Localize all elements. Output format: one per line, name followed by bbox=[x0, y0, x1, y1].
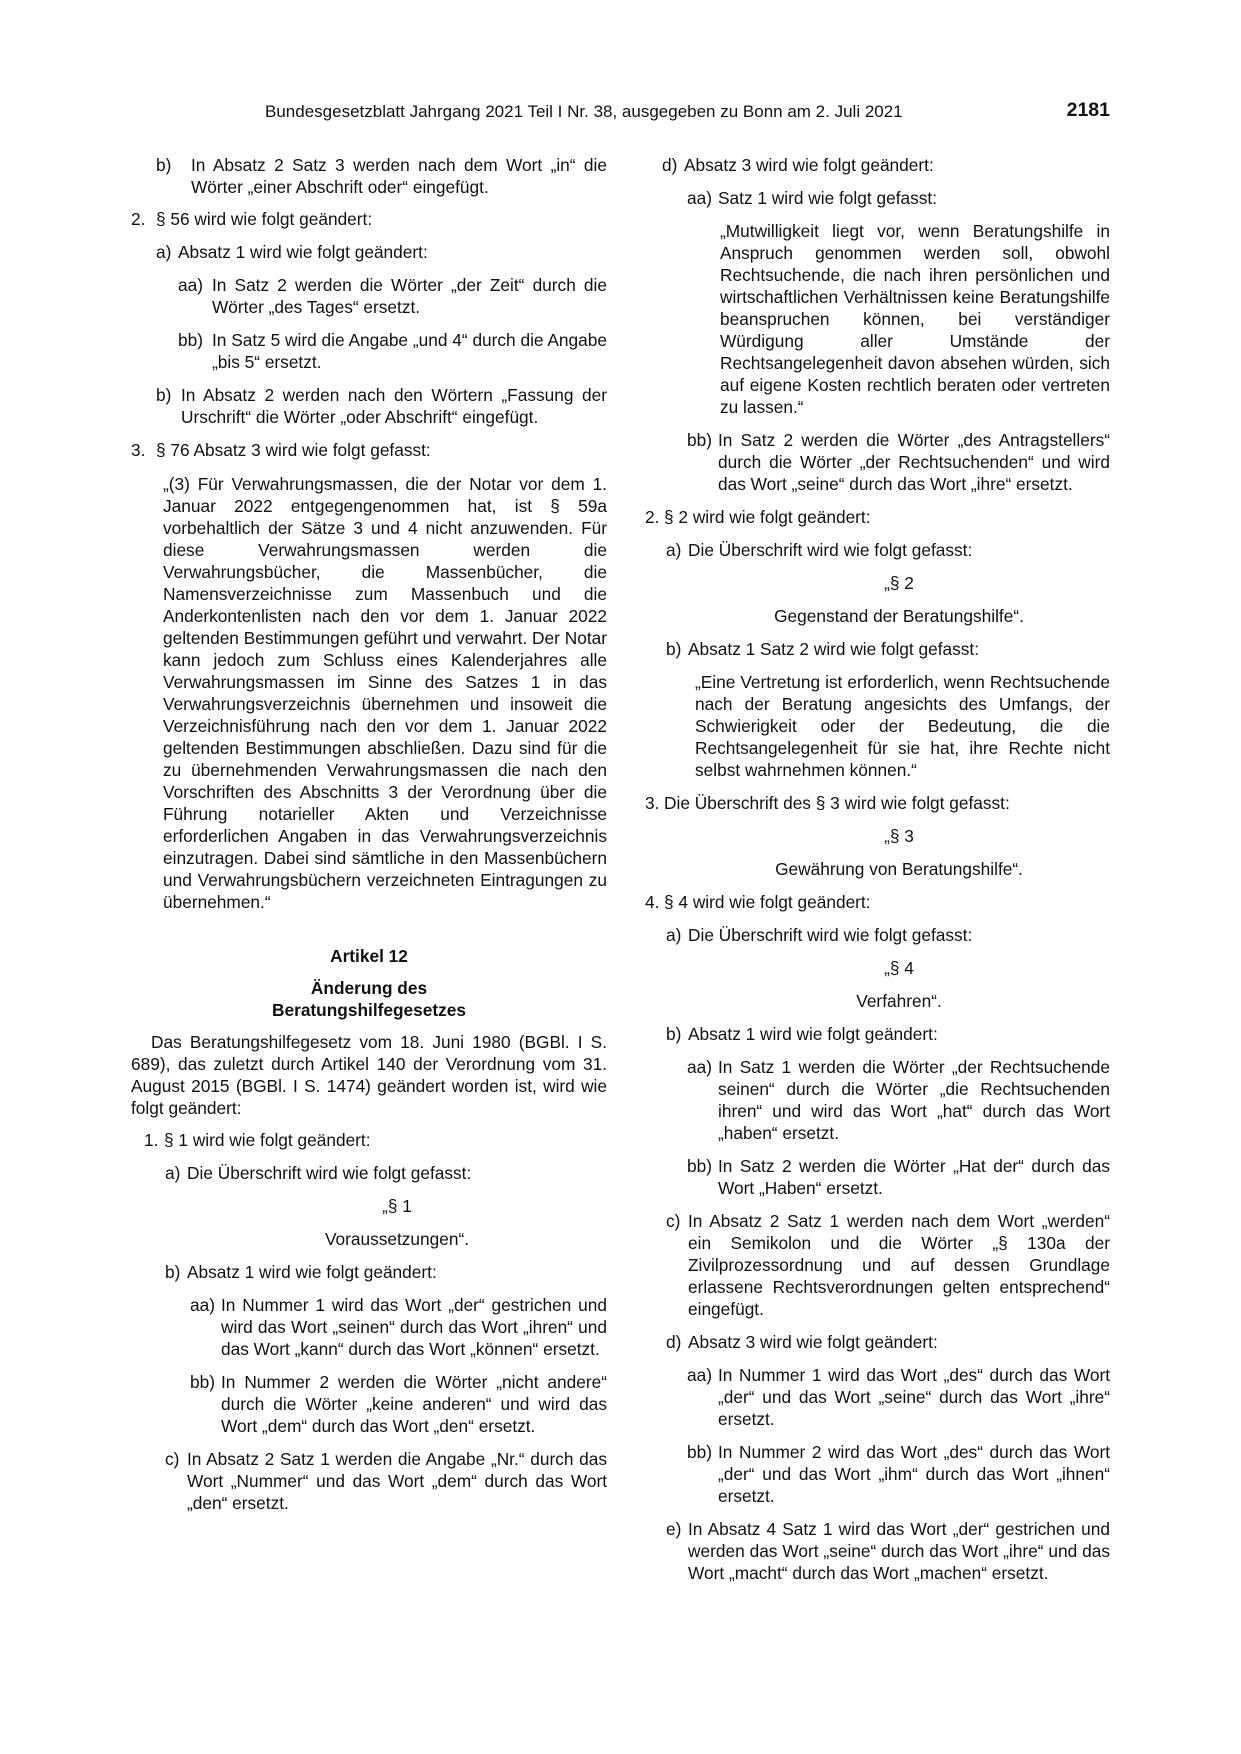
item-text: In Satz 2 werden die Wörter „der Zeit“ durch die Wörter „des Tages“ ersetzt. bbox=[212, 275, 607, 317]
item-text: In Absatz 2 Satz 1 werden nach dem Wort „werden“ ein Semikolon und die Wörter „§ 130a der Zivilprozessordnung und auf dessen Grundlage erlassene Rechtsverordnungen gelten entsprechend“ eingefügt. bbox=[688, 1211, 1110, 1319]
item-text: In Nummer 2 werden die Wörter „nicht andere“ durch die Wörter „keine anderen“ und wird das Wort „dem“ durch das Wort „den“ ersetzt. bbox=[221, 1372, 607, 1436]
item-text: In Absatz 4 Satz 1 wird das Wort „der“ gestrichen und werden das Wort „seine“ durch das Wort „ihre“ und das Wort „macht“ durch das Wort „machen“ ersetzt. bbox=[688, 1519, 1110, 1583]
item-marker: aa) bbox=[687, 1365, 712, 1385]
item-marker: 1. bbox=[144, 1130, 159, 1150]
item-marker: a) bbox=[666, 540, 682, 560]
list-item bbox=[687, 1364, 1110, 1430]
list-item bbox=[666, 924, 1110, 946]
list-item bbox=[666, 539, 1110, 561]
header-text: Bundesgesetzblatt Jahrgang 2021 Teil I Nr. 38, ausgegeben zu Bonn am 2. Juli 2021 bbox=[265, 102, 903, 121]
item-text: In Satz 1 werden die Wörter „der Rechtsuchende seinen“ durch die Wörter „die Rechtsuchenden ihren“ und wird das Wort „hat“ durch das Wort „haben“ ersetzt. bbox=[718, 1057, 1110, 1143]
list-item bbox=[645, 891, 1110, 913]
item-marker: c) bbox=[165, 1449, 180, 1469]
item-text: In Satz 5 wird die Angabe „und 4“ durch die Angabe „bis 5“ ersetzt. bbox=[212, 330, 607, 372]
right-column bbox=[645, 154, 1110, 1584]
list-item bbox=[190, 1371, 607, 1437]
list-item bbox=[165, 1162, 607, 1184]
artikel-title-line2: Beratungshilfegesetzes bbox=[272, 1000, 466, 1020]
item-marker: 3. bbox=[131, 440, 146, 460]
item-text: § 1 wird wie folgt geändert: bbox=[164, 1130, 371, 1150]
item-text: Absatz 3 wird wie folgt geändert: bbox=[688, 1332, 938, 1352]
artikel-title-line1: Änderung des bbox=[310, 978, 428, 998]
item-marker: a) bbox=[156, 242, 172, 262]
quoted-heading-title: Verfahren“. bbox=[856, 991, 942, 1011]
list-item bbox=[645, 792, 1110, 814]
quoted-heading: „§ 1 bbox=[382, 1196, 412, 1216]
list-item bbox=[666, 638, 1110, 660]
item-text: In Satz 2 werden die Wörter „des Antragstellers“ durch die Wörter „der Rechtsuchenden“ und wird das Wort „seine“ durch das Wort „ihre“ ersetzt. bbox=[718, 430, 1110, 494]
quoted-heading: „§ 4 bbox=[884, 958, 914, 978]
list-item bbox=[687, 429, 1110, 495]
list-item bbox=[687, 1155, 1110, 1199]
quoted-paragraph: „Eine Vertretung ist erforderlich, wenn Rechtsuchende nach der Beratung angesichts des Umfangs, der Schwierigkeit oder der Bedeutung, die die Rechtsangelegenheit für sie hat, ihre Rechte nicht selbst wahrnehmen können.“ bbox=[695, 672, 1110, 780]
item-text: Die Überschrift wird wie folgt gefasst: bbox=[688, 925, 973, 945]
list-item bbox=[190, 1294, 607, 1360]
item-text: In Nummer 1 wird das Wort „der“ gestrichen und wird das Wort „seinen“ durch das Wort „ihren“ und das Wort „kann“ durch das Wort „können“ ersetzt. bbox=[221, 1295, 607, 1359]
list-item bbox=[131, 208, 607, 230]
item-marker: b) bbox=[666, 639, 682, 659]
quoted-paragraph: „Mutwilligkeit liegt vor, wenn Beratungshilfe in Anspruch genommen werden soll, obwohl Rechtsuchende, die nach ihren persönlichen und wirtschaftlichen Verhältnissen keine Beratungshilfe beanspruchen können, bei verständiger Würdigung aller Umstände der Rechtsangelegenheit davon absehen würden, sich auf eigene Kosten rechtlich beraten oder vertreten zu lassen.“ bbox=[720, 221, 1110, 417]
item-marker: b) bbox=[156, 385, 172, 405]
list-item bbox=[156, 154, 607, 198]
item-marker: bb) bbox=[190, 1372, 215, 1392]
item-text: Die Überschrift wird wie folgt gefasst: bbox=[187, 1163, 472, 1183]
item-marker: e) bbox=[666, 1519, 682, 1539]
list-item bbox=[165, 1448, 607, 1514]
quoted-heading: „§ 2 bbox=[884, 573, 914, 593]
item-text: In Absatz 2 Satz 3 werden nach dem Wort „in“ die Wörter „einer Abschrift oder“ eingefügt. bbox=[191, 155, 607, 197]
item-text: § 2 wird wie folgt geändert: bbox=[664, 507, 871, 527]
page-header bbox=[265, 101, 1110, 127]
item-marker: b) bbox=[156, 155, 172, 175]
item-marker: bb) bbox=[687, 1442, 712, 1462]
list-item bbox=[178, 329, 607, 373]
item-marker: 2. bbox=[131, 209, 146, 229]
item-text: § 76 Absatz 3 wird wie folgt gefasst: bbox=[156, 440, 431, 460]
item-text: Absatz 1 wird wie folgt geändert: bbox=[178, 242, 428, 262]
left-column bbox=[131, 154, 607, 1514]
artikel-heading: Artikel 12 bbox=[330, 946, 408, 966]
item-text: In Absatz 2 Satz 1 werden die Angabe „Nr.“ durch das Wort „Nummer“ und das Wort „dem“ durch das Wort „den“ ersetzt. bbox=[187, 1449, 607, 1513]
quoted-heading-title: Voraussetzungen“. bbox=[324, 1229, 470, 1249]
list-item bbox=[687, 1056, 1110, 1144]
list-item bbox=[156, 241, 607, 263]
quoted-heading-title: Gewährung von Beratungshilfe“. bbox=[775, 859, 1023, 879]
list-item bbox=[144, 1129, 607, 1151]
item-text: Absatz 3 wird wie folgt geändert: bbox=[684, 155, 934, 175]
item-text: Satz 1 wird wie folgt gefasst: bbox=[718, 188, 937, 208]
list-item bbox=[178, 274, 607, 318]
item-marker: bb) bbox=[687, 430, 712, 450]
item-text: § 56 wird wie folgt geändert: bbox=[156, 209, 373, 229]
list-item bbox=[666, 1210, 1110, 1320]
list-item bbox=[687, 1441, 1110, 1507]
item-marker: b) bbox=[666, 1024, 682, 1044]
item-marker: bb) bbox=[687, 1156, 712, 1176]
intro-paragraph: Das Beratungshilfegesetz vom 18. Juni 1980 (BGBl. I S. 689), das zuletzt durch Artikel 140 der Verordnung vom 31. August 2015 (BGBl. I S. 1474) geändert worden ist, wird wie folgt geändert: bbox=[131, 1032, 607, 1118]
item-marker: 2. bbox=[645, 507, 660, 527]
item-marker: aa) bbox=[190, 1295, 215, 1315]
list-item bbox=[666, 1023, 1110, 1045]
item-marker: 3. bbox=[645, 793, 660, 813]
list-item bbox=[666, 1331, 1110, 1353]
item-marker: bb) bbox=[178, 330, 203, 350]
list-item bbox=[645, 506, 1110, 528]
list-item bbox=[662, 154, 1110, 176]
item-marker: a) bbox=[666, 925, 682, 945]
item-marker: aa) bbox=[178, 275, 203, 295]
item-marker: a) bbox=[165, 1163, 181, 1183]
item-text: Absatz 1 Satz 2 wird wie folgt gefasst: bbox=[688, 639, 980, 659]
item-text: In Satz 2 werden die Wörter „Hat der“ durch das Wort „Haben“ ersetzt. bbox=[718, 1156, 1110, 1198]
page-number: 2181 bbox=[1066, 99, 1110, 121]
item-marker: c) bbox=[666, 1211, 681, 1231]
list-item bbox=[687, 187, 1110, 209]
item-text: § 4 wird wie folgt geändert: bbox=[664, 892, 871, 912]
quoted-heading-title: Gegenstand der Beratungshilfe“. bbox=[774, 606, 1024, 626]
item-text: Absatz 1 wird wie folgt geändert: bbox=[688, 1024, 938, 1044]
item-marker: aa) bbox=[687, 188, 712, 208]
list-item bbox=[165, 1261, 607, 1283]
item-marker: b) bbox=[165, 1262, 181, 1282]
item-text: In Nummer 2 wird das Wort „des“ durch das Wort „der“ und das Wort „ihm“ durch das Wort „ihnen“ ersetzt. bbox=[718, 1442, 1110, 1506]
item-marker: d) bbox=[662, 155, 678, 175]
item-text: Die Überschrift wird wie folgt gefasst: bbox=[688, 540, 973, 560]
item-text: Absatz 1 wird wie folgt geändert: bbox=[187, 1262, 437, 1282]
item-text: In Absatz 2 werden nach den Wörtern „Fassung der Urschrift“ die Wörter „oder Abschrift“ eingefügt. bbox=[181, 385, 607, 427]
item-text: Die Überschrift des § 3 wird wie folgt gefasst: bbox=[664, 793, 1010, 813]
item-marker: 4. bbox=[645, 892, 660, 912]
item-marker: aa) bbox=[687, 1057, 712, 1077]
item-text: In Nummer 1 wird das Wort „des“ durch das Wort „der“ und das Wort „seine“ durch das Wort „ihre“ ersetzt. bbox=[718, 1365, 1110, 1429]
list-item bbox=[131, 439, 607, 461]
list-item bbox=[156, 384, 607, 428]
item-marker: d) bbox=[666, 1332, 682, 1352]
list-item bbox=[666, 1518, 1110, 1584]
quoted-paragraph: „(3) Für Verwahrungsmassen, die der Notar vor dem 1. Januar 2022 entgegengenommen hat, ist § 59a vorbehaltlich der Sätze 3 und 4 nicht anzuwenden. Für diese Verwahrungsmassen werden die Verwahrungsbücher, die Massenbücher, die Namensverzeichnisse zum Massenbuch und die Anderkontenlisten nach den vor dem 1. Januar 2022 geltenden Bestimmungen geführt und verwahrt. Der Notar kann jedoch zum Schluss eines Kalenderjahres alle Verwahrungsmassen im Sinne des Satzes 1 in das Verwahrungsverzeichnis übernehmen und insoweit die Verzeichnisführung nach den vor dem 1. Januar 2022 geltenden Bestimmungen abschließen. Dazu sind für die zu übernehmenden Verwahrungsmassen die nach den Vorschriften des Abschnitts 3 der Verordnung über die Führung notarieller Akten und Verzeichnisse erforderlichen Angaben in das Verwahrungsverzeichnis einzutragen. Dabei sind sämtliche in den Massenbüchern und Verwahrungsbüchern verzeichneten Eintragungen zu übernehmen.“ bbox=[163, 474, 607, 912]
quoted-heading: „§ 3 bbox=[884, 826, 914, 846]
